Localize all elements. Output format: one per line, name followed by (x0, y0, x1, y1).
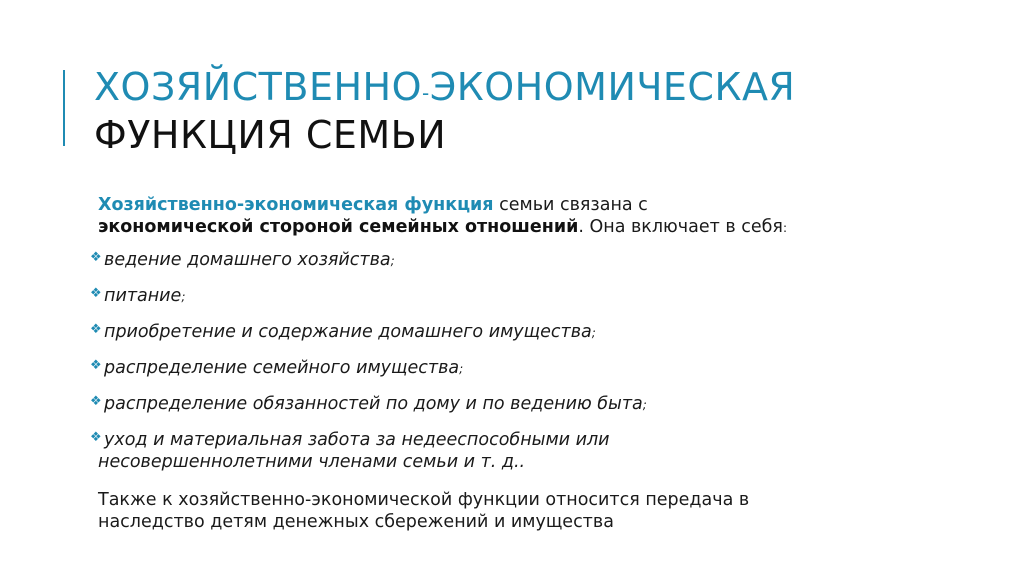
slide-body (88, 194, 908, 533)
outro-paragraph (98, 489, 908, 533)
list-item-text: питание (104, 286, 182, 306)
list-item-end: ; (591, 326, 596, 340)
outro-line-1: Также к хозяйственно-экономической функции относится передача в (98, 490, 750, 510)
list-item-text: уход и материальная забота за недееспособными или (104, 430, 610, 450)
intro-highlight: Хозяйственно-экономическая функция (98, 195, 494, 215)
list-item (88, 249, 908, 272)
list-item-end: ; (390, 254, 395, 268)
intro-paragraph (98, 194, 908, 239)
list-item (88, 429, 908, 473)
diamond-bullet-icon: ❖ (90, 358, 102, 373)
list-item-text: ведение домашнего хозяйства (104, 250, 391, 270)
diamond-bullet-icon: ❖ (90, 250, 102, 265)
list-item (88, 285, 908, 308)
list-item-end: ; (459, 362, 464, 376)
slide-title (94, 66, 795, 156)
intro-text-1: семьи связана с (493, 195, 648, 215)
intro-colon: : (782, 221, 788, 235)
title-part-1: ХОЗЯЙСТВЕННО (94, 65, 423, 109)
list-item-end: ; (642, 398, 647, 412)
title-accent-bar (63, 70, 65, 146)
diamond-bullet-icon: ❖ (90, 394, 102, 409)
list-item (88, 357, 908, 380)
diamond-bullet-icon: ❖ (90, 322, 102, 337)
list-item-text: распределение семейного имущества (104, 358, 460, 378)
list-item-continuation: несовершеннолетними членами семьи и т. д.. (98, 452, 526, 472)
diamond-bullet-icon: ❖ (90, 286, 102, 301)
diamond-bullet-icon: ❖ (90, 430, 102, 445)
function-list (88, 249, 908, 473)
list-item-end: ; (181, 290, 186, 304)
title-part-2: ЭКОНОМИЧЕСКАЯ (429, 65, 796, 109)
intro-text-2: . Она включает в себя (578, 217, 783, 237)
list-item (88, 393, 908, 416)
title-line-2: ФУНКЦИЯ СЕМЬИ (94, 113, 447, 157)
title-line-1 (94, 66, 795, 114)
list-item-text: приобретение и содержание домашнего имущества (104, 322, 592, 342)
title-hyphen: - (422, 81, 430, 105)
outro-line-2: наследство детям денежных сбережений и имущества (98, 512, 614, 532)
intro-bold: экономической стороной семейных отношений (98, 217, 579, 237)
list-item-text: распределение обязанностей по дому и по ведению быта (104, 394, 643, 414)
list-item (88, 321, 908, 344)
